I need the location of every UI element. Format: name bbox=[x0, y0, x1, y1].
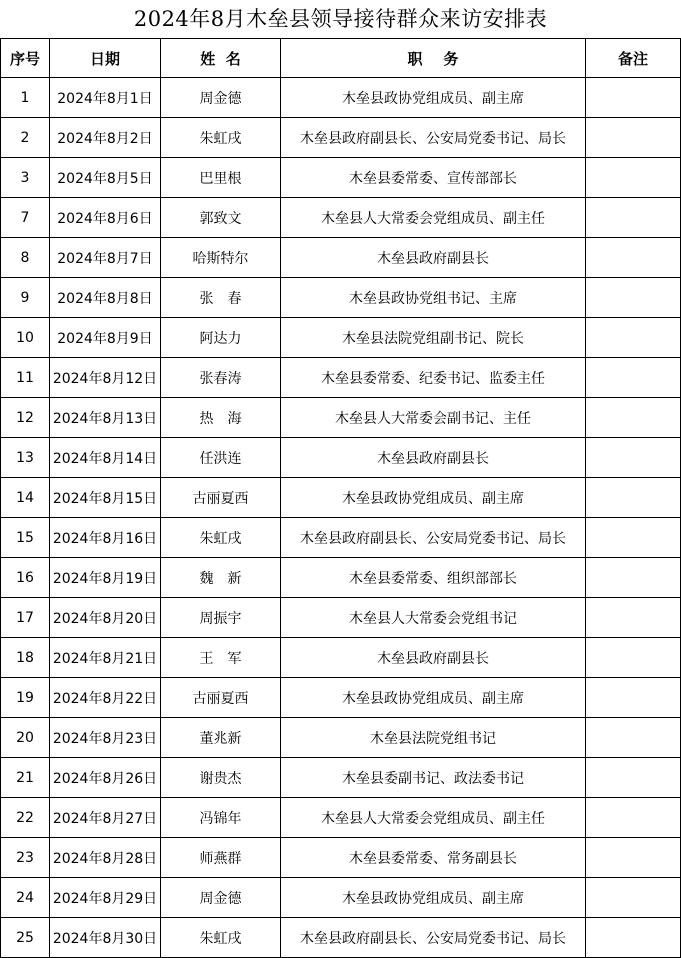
table-row bbox=[1, 918, 681, 958]
remarks-cell bbox=[586, 678, 681, 718]
table-row bbox=[1, 678, 681, 718]
table-row bbox=[1, 78, 681, 118]
header-name: 姓 名 bbox=[161, 39, 281, 78]
remarks-cell bbox=[586, 358, 681, 398]
table-row bbox=[1, 438, 681, 478]
table-row bbox=[1, 318, 681, 358]
serial-no-cell: 15 bbox=[1, 518, 50, 558]
remarks-cell bbox=[586, 318, 681, 358]
date-cell: 2024年8月16日 bbox=[50, 518, 161, 558]
date-cell: 2024年8月21日 bbox=[50, 638, 161, 678]
name-cell: 任洪连 bbox=[161, 438, 281, 478]
serial-no-cell: 8 bbox=[1, 238, 50, 278]
name-cell: 周金德 bbox=[161, 78, 281, 118]
table-row bbox=[1, 518, 681, 558]
table-row bbox=[1, 598, 681, 638]
name-cell: 周振宇 bbox=[161, 598, 281, 638]
remarks-cell bbox=[586, 518, 681, 558]
serial-no-cell: 17 bbox=[1, 598, 50, 638]
name-cell: 冯锦年 bbox=[161, 798, 281, 838]
serial-no-cell: 19 bbox=[1, 678, 50, 718]
name-cell: 郭致文 bbox=[161, 198, 281, 238]
remarks-cell bbox=[586, 278, 681, 318]
table-row bbox=[1, 158, 681, 198]
page-title: 2024年8月木垒县领导接待群众来访安排表 bbox=[133, 7, 548, 31]
serial-no-cell: 22 bbox=[1, 798, 50, 838]
serial-no-cell: 7 bbox=[1, 198, 50, 238]
name-cell: 朱虹戌 bbox=[161, 918, 281, 958]
position-cell: 木垒县委常委、纪委书记、监委主任 bbox=[281, 358, 586, 398]
name-cell: 阿达力 bbox=[161, 318, 281, 358]
date-cell: 2024年8月30日 bbox=[50, 918, 161, 958]
name-cell: 周金德 bbox=[161, 878, 281, 918]
position-cell: 木垒县委常委、常务副县长 bbox=[281, 838, 586, 878]
table-row bbox=[1, 838, 681, 878]
name-cell: 师燕群 bbox=[161, 838, 281, 878]
serial-no-cell: 14 bbox=[1, 478, 50, 518]
remarks-cell bbox=[586, 798, 681, 838]
position-cell: 木垒县人大常委会党组成员、副主任 bbox=[281, 798, 586, 838]
reception-schedule-table bbox=[0, 38, 681, 958]
position-cell: 木垒县政协党组成员、副主席 bbox=[281, 478, 586, 518]
name-cell: 朱虹戌 bbox=[161, 518, 281, 558]
date-cell: 2024年8月28日 bbox=[50, 838, 161, 878]
name-cell: 魏 新 bbox=[161, 558, 281, 598]
date-cell: 2024年8月1日 bbox=[50, 78, 161, 118]
name-cell: 王 军 bbox=[161, 638, 281, 678]
table-row bbox=[1, 118, 681, 158]
position-cell: 木垒县人大常委会党组成员、副主任 bbox=[281, 198, 586, 238]
name-cell: 张 春 bbox=[161, 278, 281, 318]
remarks-cell bbox=[586, 478, 681, 518]
header-date: 日期 bbox=[50, 39, 161, 78]
date-cell: 2024年8月13日 bbox=[50, 398, 161, 438]
date-cell: 2024年8月26日 bbox=[50, 758, 161, 798]
name-cell: 董兆新 bbox=[161, 718, 281, 758]
table-row bbox=[1, 718, 681, 758]
remarks-cell bbox=[586, 718, 681, 758]
date-cell: 2024年8月7日 bbox=[50, 238, 161, 278]
header-serial-no: 序号 bbox=[1, 39, 50, 78]
date-cell: 2024年8月20日 bbox=[50, 598, 161, 638]
table-row bbox=[1, 798, 681, 838]
position-cell: 木垒县政协党组成员、副主席 bbox=[281, 678, 586, 718]
position-cell: 木垒县政协党组成员、副主席 bbox=[281, 878, 586, 918]
serial-no-cell: 13 bbox=[1, 438, 50, 478]
table-row bbox=[1, 758, 681, 798]
table-row bbox=[1, 638, 681, 678]
name-cell: 热 海 bbox=[161, 398, 281, 438]
serial-no-cell: 24 bbox=[1, 878, 50, 918]
name-cell: 朱虹戌 bbox=[161, 118, 281, 158]
serial-no-cell: 23 bbox=[1, 838, 50, 878]
remarks-cell bbox=[586, 398, 681, 438]
name-cell: 张春涛 bbox=[161, 358, 281, 398]
position-cell: 木垒县人大常委会副书记、主任 bbox=[281, 398, 586, 438]
remarks-cell bbox=[586, 438, 681, 478]
serial-no-cell: 25 bbox=[1, 918, 50, 958]
remarks-cell bbox=[586, 238, 681, 278]
remarks-cell bbox=[586, 758, 681, 798]
position-cell: 木垒县委常委、组织部部长 bbox=[281, 558, 586, 598]
remarks-cell bbox=[586, 558, 681, 598]
position-cell: 木垒县委常委、宣传部部长 bbox=[281, 158, 586, 198]
table-row bbox=[1, 878, 681, 918]
position-cell: 木垒县政协党组成员、副主席 bbox=[281, 78, 586, 118]
table-row bbox=[1, 558, 681, 598]
position-cell: 木垒县人大常委会党组书记 bbox=[281, 598, 586, 638]
date-cell: 2024年8月15日 bbox=[50, 478, 161, 518]
position-cell: 木垒县政府副县长 bbox=[281, 638, 586, 678]
date-cell: 2024年8月5日 bbox=[50, 158, 161, 198]
serial-no-cell: 21 bbox=[1, 758, 50, 798]
remarks-cell bbox=[586, 638, 681, 678]
table-row bbox=[1, 198, 681, 238]
position-cell: 木垒县政府副县长 bbox=[281, 238, 586, 278]
header-remarks: 备注 bbox=[586, 39, 681, 78]
remarks-cell bbox=[586, 598, 681, 638]
name-cell: 古丽夏西 bbox=[161, 678, 281, 718]
serial-no-cell: 9 bbox=[1, 278, 50, 318]
date-cell: 2024年8月22日 bbox=[50, 678, 161, 718]
serial-no-cell: 12 bbox=[1, 398, 50, 438]
date-cell: 2024年8月12日 bbox=[50, 358, 161, 398]
serial-no-cell: 18 bbox=[1, 638, 50, 678]
date-cell: 2024年8月29日 bbox=[50, 878, 161, 918]
position-cell: 木垒县法院党组副书记、院长 bbox=[281, 318, 586, 358]
date-cell: 2024年8月27日 bbox=[50, 798, 161, 838]
date-cell: 2024年8月6日 bbox=[50, 198, 161, 238]
serial-no-cell: 3 bbox=[1, 158, 50, 198]
remarks-cell bbox=[586, 118, 681, 158]
remarks-cell bbox=[586, 158, 681, 198]
table-header-row bbox=[1, 39, 681, 78]
serial-no-cell: 1 bbox=[1, 78, 50, 118]
table-row bbox=[1, 278, 681, 318]
serial-no-cell: 20 bbox=[1, 718, 50, 758]
name-cell: 哈斯特尔 bbox=[161, 238, 281, 278]
remarks-cell bbox=[586, 838, 681, 878]
position-cell: 木垒县政协党组书记、主席 bbox=[281, 278, 586, 318]
table-row bbox=[1, 238, 681, 278]
position-cell: 木垒县政府副县长 bbox=[281, 438, 586, 478]
remarks-cell bbox=[586, 878, 681, 918]
date-cell: 2024年8月2日 bbox=[50, 118, 161, 158]
remarks-cell bbox=[586, 198, 681, 238]
remarks-cell bbox=[586, 78, 681, 118]
position-cell: 木垒县政府副县长、公安局党委书记、局长 bbox=[281, 118, 586, 158]
table-row bbox=[1, 478, 681, 518]
date-cell: 2024年8月23日 bbox=[50, 718, 161, 758]
name-cell: 古丽夏西 bbox=[161, 478, 281, 518]
name-cell: 谢贵杰 bbox=[161, 758, 281, 798]
position-cell: 木垒县法院党组书记 bbox=[281, 718, 586, 758]
serial-no-cell: 11 bbox=[1, 358, 50, 398]
header-position: 职 务 bbox=[281, 39, 586, 78]
name-cell: 巴里根 bbox=[161, 158, 281, 198]
date-cell: 2024年8月14日 bbox=[50, 438, 161, 478]
table-row bbox=[1, 358, 681, 398]
position-cell: 木垒县政府副县长、公安局党委书记、局长 bbox=[281, 518, 586, 558]
date-cell: 2024年8月9日 bbox=[50, 318, 161, 358]
date-cell: 2024年8月19日 bbox=[50, 558, 161, 598]
date-cell: 2024年8月8日 bbox=[50, 278, 161, 318]
serial-no-cell: 16 bbox=[1, 558, 50, 598]
position-cell: 木垒县委副书记、政法委书记 bbox=[281, 758, 586, 798]
table-row bbox=[1, 398, 681, 438]
serial-no-cell: 2 bbox=[1, 118, 50, 158]
remarks-cell bbox=[586, 918, 681, 958]
serial-no-cell: 10 bbox=[1, 318, 50, 358]
position-cell: 木垒县政府副县长、公安局党委书记、局长 bbox=[281, 918, 586, 958]
